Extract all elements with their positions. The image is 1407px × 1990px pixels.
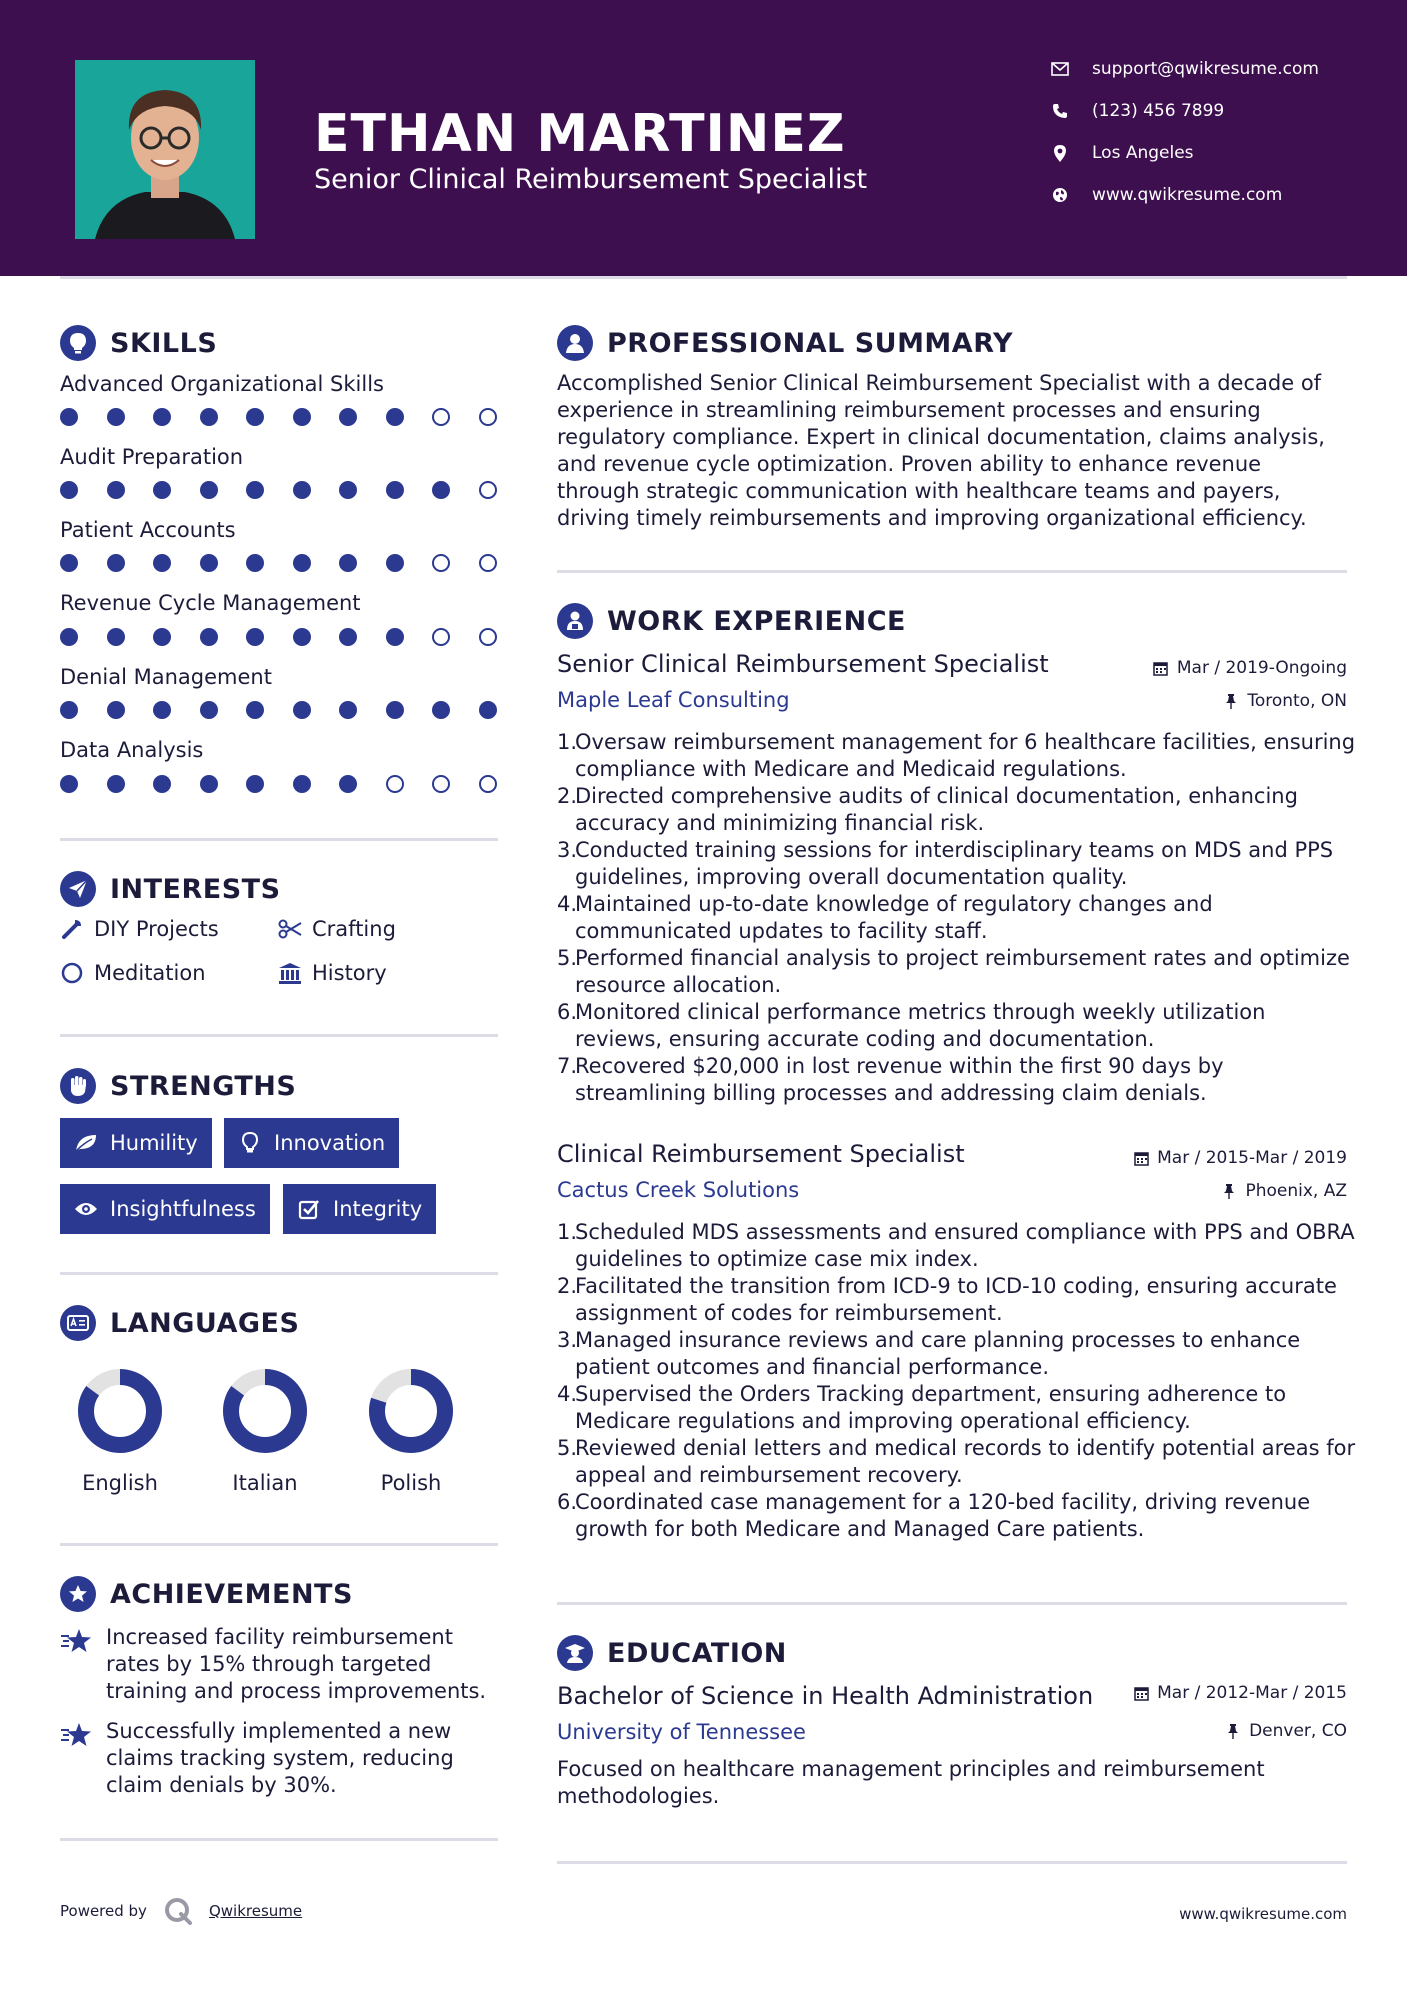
strength-badge [283,1184,436,1234]
job-bullet: 2. Directed comprehensive audits of clinical documentation, enhancing accuracy and minimizing financial risk. [557,784,1298,835]
section-divider [60,1034,498,1037]
strength-label: Integrity [333,1197,423,1221]
contact-location-text: Los Angeles [1092,143,1194,163]
strength-badge [60,1118,212,1168]
job-bullet: 4. Maintained up-to-date knowledge of regulatory changes and communicated updates to facility staff. [557,892,1213,943]
skill-dot-filled [386,628,404,646]
skill-dot-filled [107,775,125,793]
languages-heading [60,1303,299,1343]
skill-dot-filled [107,554,125,572]
skill-dot-empty [386,775,404,793]
job-bullet: 3. Managed insurance reviews and care planning processes to enhance patient outcomes and financial performance. [557,1328,1301,1379]
experience-heading [557,601,906,641]
skill-dot-filled [386,408,404,426]
eye-icon [74,1197,98,1221]
skill-dot-filled [107,628,125,646]
education-dates [1133,1683,1347,1703]
skill-dot-filled [153,775,171,793]
skill-dot-empty [432,408,450,426]
interests-heading [60,869,281,909]
resume-header [0,0,1407,276]
skill-dot-filled [107,408,125,426]
experience-heading-text: WORK EXPERIENCE [607,605,906,637]
skill-name: Revenue Cycle Management [60,591,361,615]
check-square-icon [297,1197,321,1221]
section-divider [557,1602,1347,1605]
contact-website-text: www.qwikresume.com [1092,185,1283,205]
education-degree: Bachelor of Science in Health Administration [557,1682,1094,1710]
qwikresume-logo-icon [163,1896,193,1926]
skill-name: Data Analysis [60,738,204,762]
job-bullet: 5. Reviewed denial letters and medical records to identify potential areas for appeal and reimbursement recovery. [557,1436,1356,1487]
skill-dot-filled [200,481,218,499]
skill-rating [60,628,500,648]
footer-powered-by [60,1896,302,1926]
languages-heading-text: LANGUAGES [110,1307,300,1339]
job-dates-text: Mar / 2019-Ongoing [1176,658,1347,678]
briefcase-user-icon [557,603,593,639]
graduate-icon [557,1635,593,1671]
skill-dot-empty [432,554,450,572]
skill-dot-filled [432,481,450,499]
skill-dot-filled [386,701,404,719]
section-divider [557,570,1347,573]
contact-website[interactable] [1050,180,1282,210]
section-divider [60,1543,498,1546]
skill-dot-filled [293,775,311,793]
interests-heading-text: INTERESTS [110,873,281,905]
calendar-icon [1153,660,1169,676]
contact-email-text: support@qwikresume.com [1092,59,1319,79]
footer-website-link[interactable]: www.qwikresume.com [1179,1905,1347,1923]
skill-dot-empty [479,408,497,426]
job-bullet: 3. Conducted training sessions for interdisciplinary teams on MDS and PPS guidelines, improving overall documentation quality. [557,838,1334,889]
language-donut [220,1366,310,1456]
skill-dot-filled [293,481,311,499]
profile-photo [75,60,255,239]
star-badge-icon [60,1576,96,1612]
strength-badge [224,1118,399,1168]
achievement-text: Increased facility reimbursement rates by 15% through targeted training and process improvements. [106,1625,487,1703]
skill-rating [60,701,500,721]
leaf-icon [74,1131,98,1155]
job-bullets [557,1219,1357,1543]
summary-heading-text: PROFESSIONAL SUMMARY [607,327,1014,359]
job-company: Maple Leaf Consulting [557,688,790,712]
education-location-text: Denver, CO [1249,1721,1347,1741]
achievement-item [60,1718,500,1799]
pushpin-icon [1221,1183,1237,1199]
skill-dot-filled [200,554,218,572]
job-bullet: 2. Facilitated the transition from ICD-9 to ICD-10 coding, ensuring accurate assignment of codes for reimbursement. [557,1274,1337,1325]
candidate-title: Senior Clinical Reimbursement Specialist [314,164,868,195]
pushpin-icon [1223,693,1239,709]
skill-dot-filled [339,628,357,646]
fist-icon [60,1068,96,1104]
skill-dot-filled [153,481,171,499]
skill-rating [60,775,500,795]
skill-dot-filled [246,481,264,499]
section-divider [60,1838,498,1841]
contact-email[interactable] [1050,54,1319,84]
contact-phone[interactable] [1050,96,1224,126]
interest-item [278,917,396,941]
skill-dot-filled [339,554,357,572]
strength-badge [60,1184,270,1234]
summary-heading [557,323,1013,363]
job-dates [1153,658,1347,678]
skill-dot-filled [339,701,357,719]
phone-icon [1050,101,1070,121]
globe-icon [1050,185,1070,205]
job-location-text: Phoenix, AZ [1245,1181,1347,1201]
section-divider [60,1272,498,1275]
museum-icon [278,961,302,985]
skill-dot-filled [246,408,264,426]
skill-dot-filled [200,701,218,719]
education-heading [557,1633,787,1673]
skill-dot-filled [107,481,125,499]
skill-dot-empty [479,481,497,499]
job-bullet: 1. Scheduled MDS assessments and ensured compliance with PPS and OBRA guidelines to optimize case mix index. [557,1220,1355,1271]
job-bullet: 6. Monitored clinical performance metrics through weekly utilization reviews, ensuring accurate coding and documentation. [557,1000,1266,1051]
candidate-name: ETHAN MARTINEZ [314,104,846,164]
job-bullet: 7. Recovered $20,000 in lost revenue within the first 90 days by streamlining billing processes and addressing claim denials. [557,1054,1224,1105]
envelope-icon [1050,59,1070,79]
skill-dot-filled [339,408,357,426]
interest-label: Crafting [312,917,396,941]
skill-dot-filled [386,554,404,572]
summary-text: Accomplished Senior Clinical Reimbursement Specialist with a decade of experience in streamlining reimbursement processes and ensuring regulatory compliance. Expert in clinical documentation, claims analysis, and revenue cycle optimization. Proven ability to enhance revenue through strategic communication with healthcare teams and payers, driving timely reimbursements and improving organizational efficiency. [557,371,1325,530]
star-trophy-icon [60,1722,92,1799]
skill-dot-filled [246,554,264,572]
strengths-heading [60,1066,296,1106]
skill-dot-filled [107,701,125,719]
job-bullets [557,729,1357,1107]
skill-dot-filled [339,775,357,793]
powered-by-text: Powered by [60,1902,147,1920]
education-location [1225,1721,1347,1741]
calendar-icon [1133,1685,1149,1701]
job-bullet: 6. Coordinated case management for a 120-bed facility, driving revenue growth for both Medicare and Managed Care patients. [557,1490,1311,1541]
user-icon [557,325,593,361]
achievement-text: Successfully implemented a new claims tracking system, reducing claim denials by 30%. [106,1719,454,1797]
skill-dot-filled [293,701,311,719]
interest-item [60,917,219,941]
strengths-heading-text: STRENGTHS [110,1070,297,1102]
skill-name: Denial Management [60,665,272,689]
job-bullet: 4. Supervised the Orders Tracking department, ensuring adherence to Medicare regulations and improving operational efficiency. [557,1382,1287,1433]
skill-name: Patient Accounts [60,518,236,542]
section-divider [557,1861,1347,1864]
language-card-icon [60,1305,96,1341]
interest-label: DIY Projects [94,917,219,941]
skill-dot-filled [479,701,497,719]
education-description: Focused on healthcare management principles and reimbursement methodologies. [557,1757,1265,1808]
lightbulb-icon [238,1131,262,1155]
job-location [1223,691,1347,711]
calendar-icon [1133,1150,1149,1166]
skill-dot-filled [386,481,404,499]
skill-dot-filled [153,554,171,572]
skills-heading [60,323,217,363]
skill-dot-filled [200,628,218,646]
interest-item [60,961,206,985]
job-location-text: Toronto, ON [1247,691,1347,711]
lightbulb-icon [60,325,96,361]
skill-dot-empty [479,628,497,646]
skill-name: Audit Preparation [60,445,244,469]
skill-dot-filled [432,701,450,719]
skill-rating [60,408,500,428]
language-label: Italian [232,1471,298,1495]
skill-rating [60,554,500,574]
language-donut [75,1366,165,1456]
star-trophy-icon [60,1628,92,1705]
education-heading-text: EDUCATION [607,1637,787,1669]
language-label: English [82,1471,158,1495]
language-label: Polish [380,1471,442,1495]
skills-heading-text: SKILLS [110,327,218,359]
interest-label: History [312,961,387,985]
strength-label: Innovation [274,1131,386,1155]
skill-dot-empty [432,775,450,793]
skill-dot-filled [293,554,311,572]
pushpin-icon [1225,1723,1241,1739]
skill-dot-empty [432,628,450,646]
skill-dot-filled [153,408,171,426]
skill-dot-filled [60,701,78,719]
job-bullet: 5. Performed financial analysis to project reimbursement rates and optimize resource allocation. [557,946,1350,997]
job-bullet: 1. Oversaw reimbursement management for 6 healthcare facilities, ensuring compliance with Medicare and Medicaid regulations. [557,730,1356,781]
contact-phone-text: (123) 456 7899 [1092,101,1225,121]
skill-dot-filled [60,775,78,793]
job-title: Clinical Reimbursement Specialist [557,1140,965,1168]
skill-dot-filled [60,481,78,499]
skill-dot-filled [200,408,218,426]
strength-label: Insightfulness [110,1197,256,1221]
skill-rating [60,481,500,501]
interest-label: Meditation [94,961,206,985]
skill-dot-filled [293,628,311,646]
job-location [1221,1181,1347,1201]
paper-plane-icon [60,871,96,907]
skill-dot-filled [246,701,264,719]
scissors-icon [278,917,302,941]
skill-dot-filled [153,701,171,719]
achievements-heading [60,1574,353,1614]
achievement-item [60,1624,500,1705]
education-dates-text: Mar / 2012-Mar / 2015 [1157,1683,1347,1703]
skill-dot-filled [293,408,311,426]
strength-label: Humility [110,1131,198,1155]
skill-dot-filled [339,481,357,499]
skill-dot-filled [153,628,171,646]
qwikresume-link[interactable]: Qwikresume [208,1902,303,1920]
language-donut [366,1366,456,1456]
section-divider [60,838,498,841]
interest-item [278,961,387,985]
wrench-icon [60,917,84,941]
contact-location [1050,138,1194,168]
skill-dot-empty [479,554,497,572]
skill-dot-filled [200,775,218,793]
job-title: Senior Clinical Reimbursement Specialist [557,650,1049,678]
skill-dot-filled [60,554,78,572]
skill-dot-filled [246,628,264,646]
header-divider [60,276,1347,279]
skill-dot-filled [246,775,264,793]
location-pin-icon [1050,143,1070,163]
achievements-heading-text: ACHIEVEMENTS [110,1578,353,1610]
job-company: Cactus Creek Solutions [557,1178,800,1202]
skill-dot-filled [60,628,78,646]
skill-dot-filled [60,408,78,426]
job-dates-text: Mar / 2015-Mar / 2019 [1157,1148,1347,1168]
circle-icon [60,961,84,985]
education-school: University of Tennessee [557,1720,806,1744]
skill-name: Advanced Organizational Skills [60,372,384,396]
job-dates [1133,1148,1347,1168]
skill-dot-empty [479,775,497,793]
